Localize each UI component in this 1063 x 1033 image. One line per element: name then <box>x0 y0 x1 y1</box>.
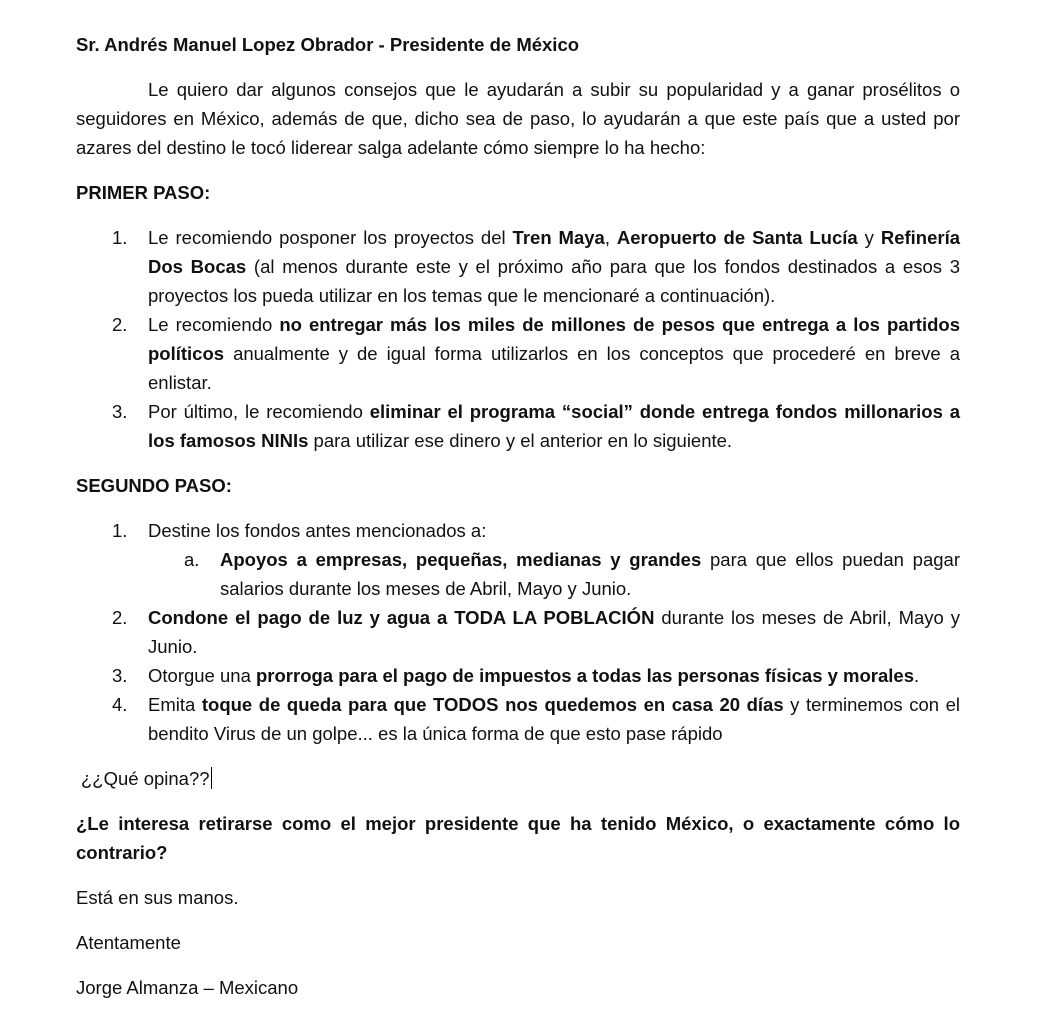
item-bold-text: toque de queda para que TODOS nos quedemos en casa 20 días <box>201 694 784 715</box>
sub-list-letter: a. <box>184 549 200 570</box>
closing-question: ¿Le interesa retirarse como el mejor presidente que ha tenido México, o exactamente cómo lo contrario? <box>76 813 960 863</box>
item-text: , <box>604 227 617 248</box>
primer-paso-list <box>76 223 960 455</box>
item-text: Destine los fondos antes mencionados a: <box>148 520 487 541</box>
text-cursor <box>211 767 212 789</box>
question-text: ¿¿Qué opina?? <box>81 768 210 789</box>
signature: Jorge Almanza – Mexicano <box>76 977 299 998</box>
list-item <box>76 690 960 748</box>
item-text: anualmente y de igual forma utilizarlos en los conceptos que procederé en breve a enlistar. <box>148 343 960 393</box>
sign-off: Atentamente <box>76 932 181 953</box>
segundo-paso-list <box>76 516 960 748</box>
item-text: Por último, le recomiendo <box>148 401 370 422</box>
list-item <box>76 661 960 690</box>
in-your-hands-line: Está en sus manos. <box>76 887 239 908</box>
intro-paragraph: Le quiero dar algunos consejos que le ayudarán a subir su popularidad y a ganar prosélitos o seguidores en México, además de que, dicho sea de paso, lo ayudarán a que este país que a usted por azares del destino le tocó liderear salga adelante cómo siempre lo ha hecho: <box>76 79 960 158</box>
section-heading-segundo-paso: SEGUNDO PASO: <box>76 475 232 496</box>
item-bold-text: no entregar más los miles de millones de pesos que entrega a los partidos políticos <box>148 314 960 364</box>
item-text: . <box>914 665 920 686</box>
list-item <box>76 310 960 397</box>
item-text: durante los meses de Abril, Mayo y Junio. <box>148 607 960 657</box>
item-bold-text: Aeropuerto de Santa Lucía <box>616 227 858 248</box>
item-bold-text: Condone el pago de luz y agua a TODA LA POBLACIÓN <box>148 607 655 628</box>
item-text: (al menos durante este y el próximo año para que los fondos destinados a esos 3 proyectos los pueda utilizar en los temas que le mencionaré a continuación). <box>148 256 960 306</box>
list-item <box>76 603 960 661</box>
list-number: 1. <box>112 227 128 248</box>
item-text: Le recomiendo posponer los proyectos del <box>148 227 513 248</box>
section-heading-primer-paso: PRIMER PASO: <box>76 182 211 203</box>
letter-title: Sr. Andrés Manuel Lopez Obrador - Presidente de México <box>76 34 580 55</box>
list-number: 3. <box>112 401 128 422</box>
item-bold-text: Refinería Dos Bocas <box>148 227 960 277</box>
list-item <box>76 397 960 455</box>
question-line[interactable] <box>81 764 960 793</box>
item-text: Le recomiendo <box>148 314 280 335</box>
list-number: 4. <box>112 694 128 715</box>
item-text: Otorgue una <box>148 665 256 686</box>
item-bold-text: Apoyos a empresas, pequeñas, medianas y grandes <box>220 549 702 570</box>
item-text: Emita <box>148 694 202 715</box>
item-bold-text: Tren Maya <box>512 227 605 248</box>
sub-list <box>148 545 960 603</box>
letter-page <box>76 30 960 1018</box>
item-text: y <box>857 227 881 248</box>
list-number: 2. <box>112 607 128 628</box>
item-text: para utilizar ese dinero y el anterior en lo siguiente. <box>308 430 733 451</box>
item-bold-text: prorroga para el pago de impuestos a todas las personas físicas y morales <box>256 665 915 686</box>
list-number: 1. <box>112 520 128 541</box>
list-number: 2. <box>112 314 128 335</box>
list-item <box>76 223 960 310</box>
item-text: para que ellos puedan pagar salarios durante los meses de Abril, Mayo y Junio. <box>220 549 960 599</box>
sub-list-item <box>148 545 960 603</box>
item-text: y terminemos con el bendito Virus de un golpe... es la única forma de que esto pase rápido <box>148 694 960 744</box>
list-number: 3. <box>112 665 128 686</box>
item-bold-text: eliminar el programa “social” donde entrega fondos millonarios a los famosos NINIs <box>148 401 961 451</box>
list-item <box>76 516 960 603</box>
